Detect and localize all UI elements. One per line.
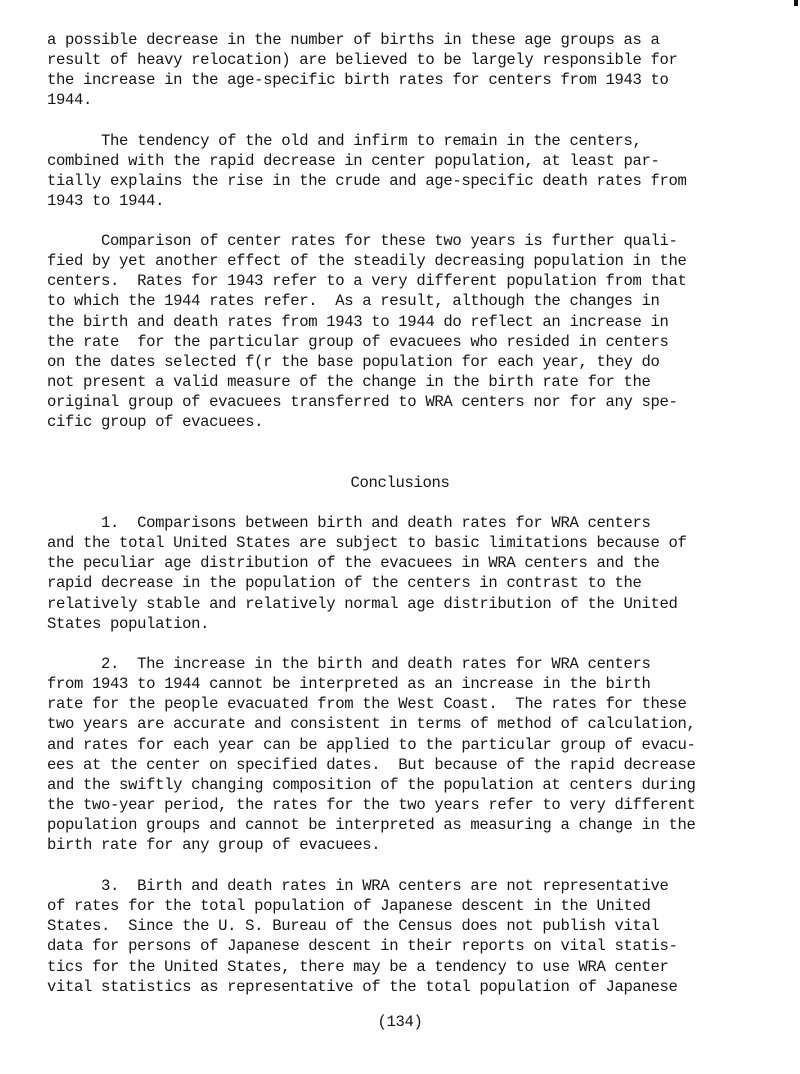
text-line: rate for the people evacuated from the West Coast. The rates for these xyxy=(47,695,687,714)
text-line: not present a valid measure of the change in the birth rate for the xyxy=(47,372,651,391)
text-line: on the dates selected f(r the base population for each year, they do xyxy=(47,352,660,371)
text-line: and the total United States are subject to basic limitations because of xyxy=(47,534,687,553)
text-line: 1944. xyxy=(47,91,93,110)
text-line: cific group of evacuees. xyxy=(47,413,264,432)
text-line: result of heavy relocation) are believed to be largely responsible for xyxy=(47,51,678,70)
text-line: the peculiar age distribution of the evacuees in WRA centers and the xyxy=(47,554,660,573)
text-line: combined with the rapid decrease in center population, at least par- xyxy=(47,152,660,171)
text-line: States. Since the U. S. Bureau of the Census does not publish vital xyxy=(47,917,660,936)
text-line: population groups and cannot be interpreted as measuring a change in the xyxy=(47,816,696,835)
text-line: The tendency of the old and infirm to remain in the centers, xyxy=(47,132,642,150)
text-line: and rates for each year can be applied to the particular group of evacu- xyxy=(47,735,696,754)
conclusion-3 xyxy=(47,876,767,997)
text-line: of rates for the total population of Japanese descent in the United xyxy=(47,897,651,916)
text-line: States population. xyxy=(47,614,210,633)
text-line: 1943 to 1944. xyxy=(47,192,165,211)
paragraph-3 xyxy=(47,231,767,432)
text-line: ees at the center on specified dates. But because of the rapid decrease xyxy=(47,755,696,774)
text-line: vital statistics as representative of the total population of Japanese xyxy=(47,977,678,996)
conclusion-2 xyxy=(47,654,767,855)
text-line: 2. The increase in the birth and death rates for WRA centers xyxy=(47,655,651,673)
text-line: data for persons of Japanese descent in their reports on vital statis- xyxy=(47,937,678,956)
text-line: two years are accurate and consistent in terms of method of calculation, xyxy=(47,715,696,734)
text-line: birth rate for any group of evacuees. xyxy=(47,836,381,855)
text-line: Comparison of center rates for these two years is further quali- xyxy=(47,232,678,250)
text-line: rapid decrease in the population of the centers in contrast to the xyxy=(47,574,642,593)
text-line: 1. Comparisons between birth and death rates for WRA centers xyxy=(47,514,651,532)
paragraph-1 xyxy=(47,30,767,111)
text-line: from 1943 to 1944 cannot be interpreted as an increase in the birth xyxy=(47,675,651,694)
text-line: 3. Birth and death rates in WRA centers are not representative xyxy=(47,877,669,895)
text-line: original group of evacuees transferred to WRA centers nor for any spe- xyxy=(47,393,678,412)
text-line: centers. Rates for 1943 refer to a very different population from that xyxy=(47,272,687,291)
text-line: to which the 1944 rates refer. As a result, although the changes in xyxy=(47,292,660,311)
conclusion-1 xyxy=(47,513,767,634)
text-line: the increase in the age-specific birth rates for centers from 1943 to xyxy=(47,71,669,90)
text-line: fied by yet another effect of the steadily decreasing population in the xyxy=(47,252,687,271)
text-line: tics for the United States, there may be a tendency to use WRA center xyxy=(47,957,669,976)
text-line: a possible decrease in the number of births in these age groups as a xyxy=(47,31,660,49)
paragraph-2 xyxy=(47,131,767,212)
text-line: the birth and death rates from 1943 to 1944 do reflect an increase in xyxy=(47,312,669,331)
text-line: the two-year period, the rates for the two years refer to very different xyxy=(47,795,696,814)
page-number: (134) xyxy=(377,1013,423,1031)
text-line: tially explains the rise in the crude and age-specific death rates from xyxy=(47,172,687,191)
text-line: and the swiftly changing composition of the population at centers during xyxy=(47,775,696,794)
corner-mark xyxy=(794,0,798,6)
section-heading: Conclusions xyxy=(350,474,450,492)
text-line: the rate for the particular group of evacuees who resided in centers xyxy=(47,332,669,351)
text-line: relatively stable and relatively normal age distribution of the United xyxy=(47,594,678,613)
